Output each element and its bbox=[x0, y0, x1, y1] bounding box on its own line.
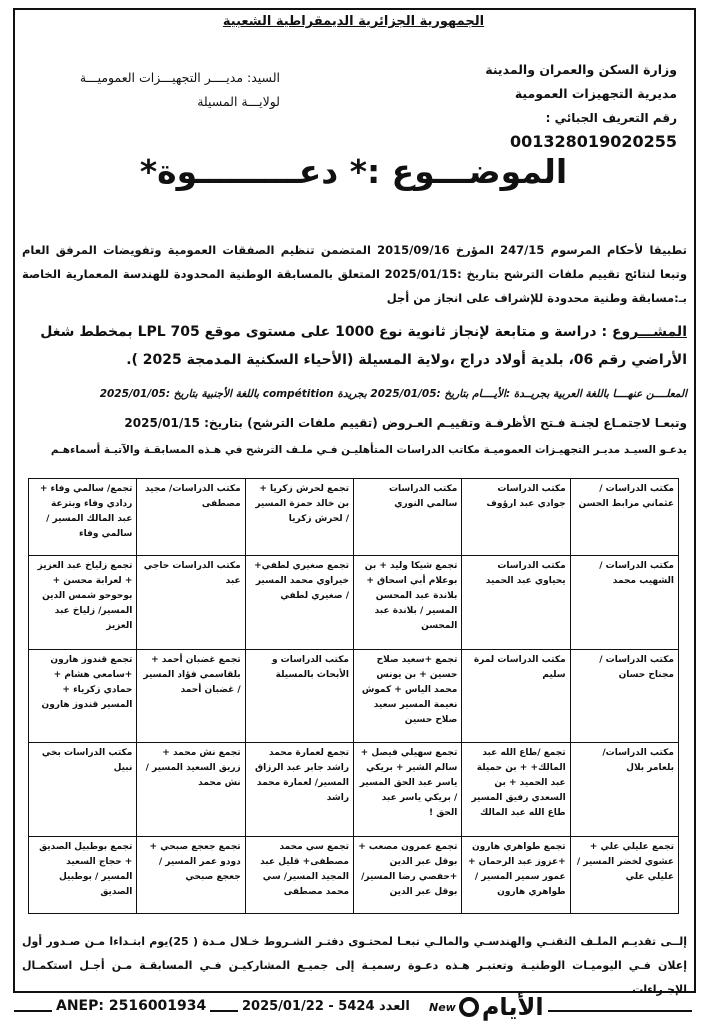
office-cell: تجمع نش محمد + زريق السعيد المسير / نش محمد bbox=[137, 743, 245, 837]
office-cell: تجمع عليلي علي + عشوي لخضر المسير / عليلي علي bbox=[570, 837, 678, 914]
office-cell: تجمع بوطبيل الصديق + حجاج السعيد المسير / بوطبيل الصديق bbox=[29, 837, 137, 914]
table-row bbox=[29, 479, 679, 556]
office-cell: تجمع سي محمد مصطفى+ قليل عبد المجيد المسير/ سي محمد مصطفى bbox=[245, 837, 353, 914]
office-cell: مكتب الدراسات بخي نبيل bbox=[29, 743, 137, 837]
newspaper-footer bbox=[0, 993, 707, 1022]
office-cell: تجمع شيكا وليد + بن بوعلام أبي اسحاق + بلاندة عبد المحسن المسير / بلاندة عبد المحسن bbox=[354, 555, 462, 649]
logo-circle-icon bbox=[459, 997, 479, 1017]
office-cell: مكتب الدراسات / مجناح حسان bbox=[570, 649, 678, 743]
project-paragraph bbox=[22, 318, 687, 374]
office-cell: تجمع لحرش زكريا + بن خالد حمزة المسير / لحرش زكريا bbox=[245, 479, 353, 556]
footer-rule-left bbox=[14, 1010, 54, 1012]
project-label: المشـــروع bbox=[611, 324, 687, 340]
office-cell: مكتب الدراسات جوادي عبد ارؤوف bbox=[462, 479, 570, 556]
ministry-block bbox=[447, 58, 677, 155]
office-cell: مكتب الدراسات و الأبحاث بالمسيلة bbox=[245, 649, 353, 743]
tax-id-label: رقم التعريف الجبائي : bbox=[545, 111, 677, 125]
office-cell: تجمع زلياخ عبد العزيز + لعرابة محسن + بوحوحو شمس الدين المسير/ زلياخ عبد العزيز bbox=[29, 555, 137, 649]
meeting-line: وتبعـا لاجتمـاع لجنـة فـتح الأظرفـة وتقييـم العـروض (تقييم ملفات الترشح) بتاريخ: 2025/01/15 bbox=[124, 416, 687, 430]
table-row bbox=[29, 743, 679, 837]
office-cell: تجمع قندوز هارون +سامعي هشام + حمادي زكرياء + المسير قندوز هارون bbox=[29, 649, 137, 743]
office-cell: تجمع غضبان أحمد + بلقاسمي فؤاد المسير / غضبان أحمد bbox=[137, 649, 245, 743]
table-row bbox=[29, 837, 679, 914]
invitation-line: يدعـو السيـد مديـر التجهيـزات العموميـة مكاتب الدراسات المتأهليـن فـي ملـف الترشح في هـذه المسابقـة والآتيـة أسماءهـم bbox=[50, 444, 687, 456]
office-cell: مكتب الدراسات يحياوي عبد الحميد bbox=[462, 555, 570, 649]
table-row bbox=[29, 649, 679, 743]
offices-table bbox=[28, 478, 679, 914]
office-cell: تجمع/ سالمي وفاء + ردادي وفاء وبترعة عبد المالك المسير / سالمي وفاء bbox=[29, 479, 137, 556]
logo-new-text: New bbox=[429, 1000, 456, 1014]
office-cell: تجمع /طاع الله عبد المالك+ + بن حميلة عبد الحميد + بن السعدي رفيق المسير طاع الله عبد المالك bbox=[462, 743, 570, 837]
anep-number: ANEP: 2516001934 bbox=[52, 998, 210, 1014]
newspaper-logo bbox=[425, 994, 548, 1020]
office-cell: تجمع جعجع صبحي + دودو عمر المسير / جعجع صبحي bbox=[137, 837, 245, 914]
ministry-name: وزارة السكن والعمران والمدينة bbox=[485, 62, 677, 77]
office-cell: مكتب الدراسات /الشهيب محمد bbox=[570, 555, 678, 649]
office-cell: مكتب الدراسات حاجي عبد bbox=[137, 555, 245, 649]
intro-paragraph: تطبيقا لأحكام المرسوم 247/15 المؤرخ 2015/09/16 المتضمن تنظيم الصفقات العمومية وتفويضات المرفق العام وتبعا لنتائج تقييم ملفات الترشح بتاريخ :2025/01/15 المتعلق بالمسابقة الوطنية المحدودة للهندسة المعمارية الخاصة بـ:مسابقة وطنية محدودة للإشراف على انجاز من أجل bbox=[22, 243, 687, 305]
office-cell: مكتب الدراسات/ بلعامر بلال bbox=[570, 743, 678, 837]
directorate-name: مديرية التجهيزات العمومية bbox=[514, 86, 677, 101]
tax-id-line bbox=[447, 106, 677, 155]
office-cell: مكتب الدراسات / عثماني مرابط الحسن bbox=[570, 479, 678, 556]
office-cell: تجمع صغيري لطفي+ خيراوي محمد المسير / صغيري لطفي bbox=[245, 555, 353, 649]
office-cell: تجمع سهيلي فيصل + سالم الشير + بريكي ياسر عبد الحق المسير / بريكي ياسر عبد الحق ! bbox=[354, 743, 462, 837]
republic-header: الجمهورية الجزائرية الديمقراطية الشعبية bbox=[222, 14, 485, 29]
office-cell: تجمع عمرون مصعب + بوقل عبر الدين +حفصي رضا المسير/بوقل عبر الدين bbox=[354, 837, 462, 914]
publication-line: المعلــــن عنهــــا باللغة العربية بجريــدة :الأيــــام بتاريخ :2025/01/05 بجريدة compétition باللغة الأجنبية بتاريخ :2025/01/05 bbox=[99, 388, 687, 400]
addressee-block bbox=[40, 66, 280, 114]
closing-paragraph: إلــى تقديـم الملـف التقنـي والهندسـي والمالـي تبعـا لمحتـوى دفتـر الشـروط خـلال مـدة ( 25)يوم ابتـداءا مـن صـدور أول إعلان فـي اليوميـات الوطنيـة وتعتبـر هـذه دعـوة رسميـة إلى جميـع المشاركيـن فـي المسابقـة مـن أجـل استكمـال الإجـراءات bbox=[22, 935, 688, 996]
addressee-line-1: السيد: مديــــر التجهيـــزات العموميـــة bbox=[79, 70, 280, 85]
table-row bbox=[29, 555, 679, 649]
office-cell: مكتب الدراسات سالمي النوري bbox=[354, 479, 462, 556]
offices-table-body bbox=[29, 479, 679, 914]
footer-rule-mid bbox=[210, 1010, 238, 1012]
office-cell: تجمع لعمارة محمد راشد جابر عبد الرزاق المسير/ لعمارة محمد راشد bbox=[245, 743, 353, 837]
subject-title: الموضـــوع :* دعـــــــــوة* bbox=[139, 152, 568, 191]
footer-rule-right bbox=[530, 1010, 692, 1012]
office-cell: تجمع طواهري هارون +عزوز عبد الرحمان + عمور سمير المسير / طواهري هارون bbox=[462, 837, 570, 914]
office-cell: تجمع +سعيد صلاح حسين + بن يونس محمد الياس + كموش نعيمة المسير سعيد صلاح حسين bbox=[354, 649, 462, 743]
addressee-line-2: لولايـــة المسيلة bbox=[197, 94, 280, 109]
office-cell: مكتب الدراسات لمرة سليم bbox=[462, 649, 570, 743]
logo-ayyam-text: الأيام bbox=[481, 993, 544, 1021]
project-text: : دراسة و متابعة لإنجاز ثانوية نوع 1000 على مستوى موقع LPL 705 بمخطط شغل الأراضي رقم 06، بلدية أولاد دراج ،ولاية المسيلة (الأحياء السكنية المدمجة 2025 ). bbox=[40, 324, 687, 368]
issue-number: 2025/01/22 - 5424 العدد bbox=[238, 999, 414, 1014]
office-cell: مكتب الدراسات/ مجيد مصطفى bbox=[137, 479, 245, 556]
tax-id-number: 001328019020255 bbox=[510, 132, 677, 151]
